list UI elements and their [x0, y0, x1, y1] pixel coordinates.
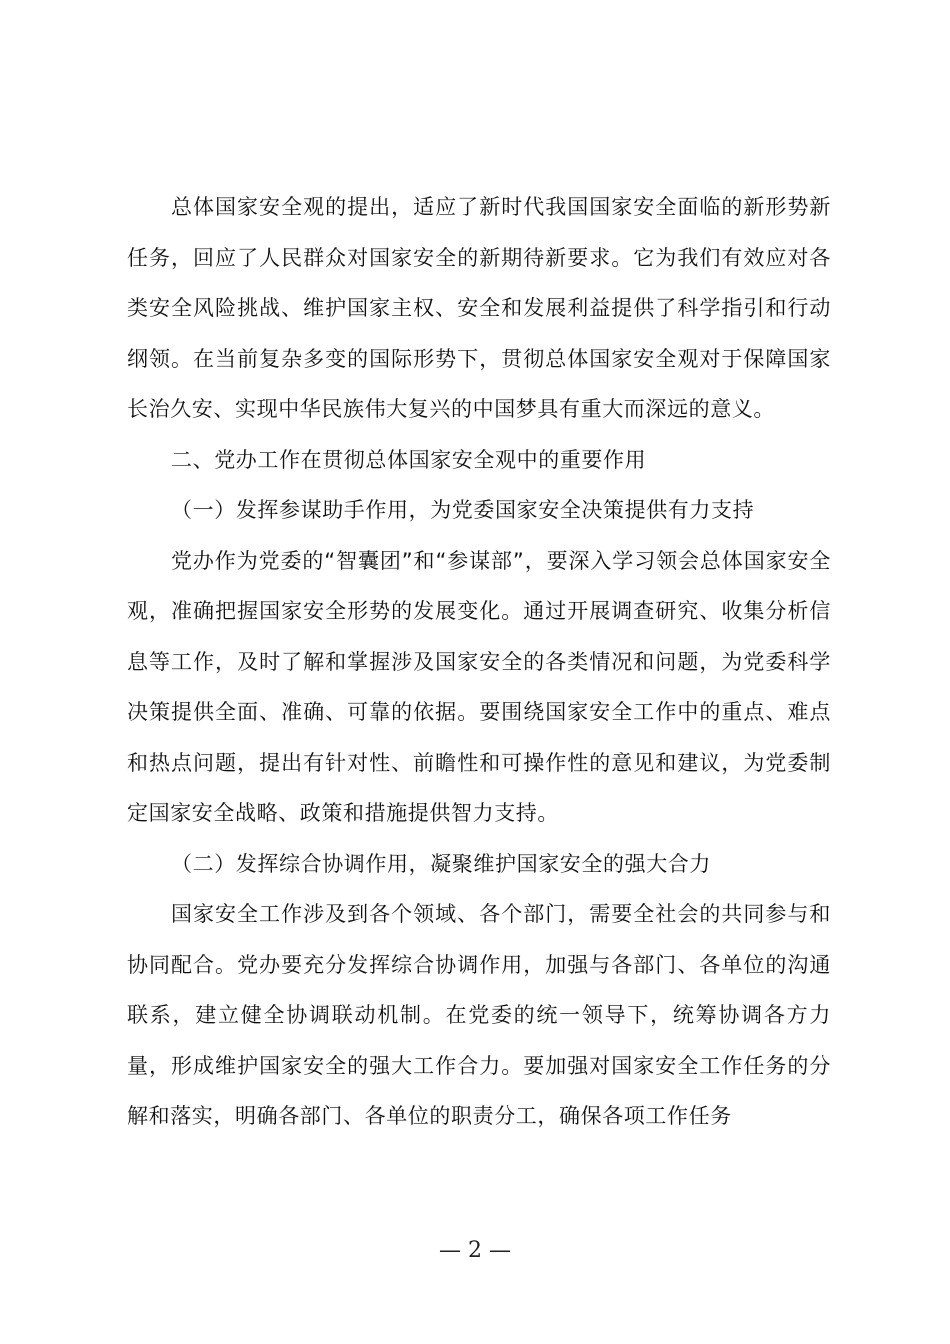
page-number: — 2 — — [439, 1238, 511, 1263]
subsection-heading-2: （二）发挥综合协调作用，凝聚维护国家安全的强大合力 — [171, 851, 711, 876]
subsection-heading-1: （一）发挥参谋助手作用，为党委国家安全决策提供有力支持 — [171, 498, 755, 522]
section-heading-2: 二、党办工作在贯彻总体国家安全观中的重要作用 — [171, 447, 647, 472]
paragraph-advisory-role: 党办作为党委的“智囊团”和“参谋部”，要深入学习领会总体国家安全观，准确把握国家安全形势的发展变化。通过开展调查研究、收集分析信息等工作，及时了解和掌握涉及国家安全的各类情况和问题，为党委科学决策提供全面、准确、可靠的依据。要围绕国家安全工作中的重点、难点和热点问题，提出有针对性、前瞻性和可操作性的意见和建议，为党委制定国家安全战略、政策和措施提供智力支持。 — [127, 548, 831, 825]
document-body — [127, 182, 831, 1142]
paragraph-significance: 总体国家安全观的提出，适应了新时代我国国家安全面临的新形势新任务，回应了人民群众对国家安全的新期待新要求。它为我们有效应对各类安全风险挑战、维护国家主权、安全和发展利益提供了科学指引和行动纲领。在当前复杂多变的国际形势下，贯彻总体国家安全观对于保障国家长治久安、实现中华民族伟大复兴的中国梦具有重大而深远的意义。 — [127, 195, 831, 421]
paragraph-coordination-role: 国家安全工作涉及到各个领域、各个部门，需要全社会的共同参与和协同配合。党办要充分发挥综合协调作用，加强与各部门、各单位的沟通联系，建立健全协调联动机制。在党委的统一领导下，统筹协调各方力量，形成维护国家安全的强大工作合力。要加强对国家安全工作任务的分解和落实，明确各部门、各单位的职责分工，确保各项工作任务 — [127, 902, 831, 1128]
